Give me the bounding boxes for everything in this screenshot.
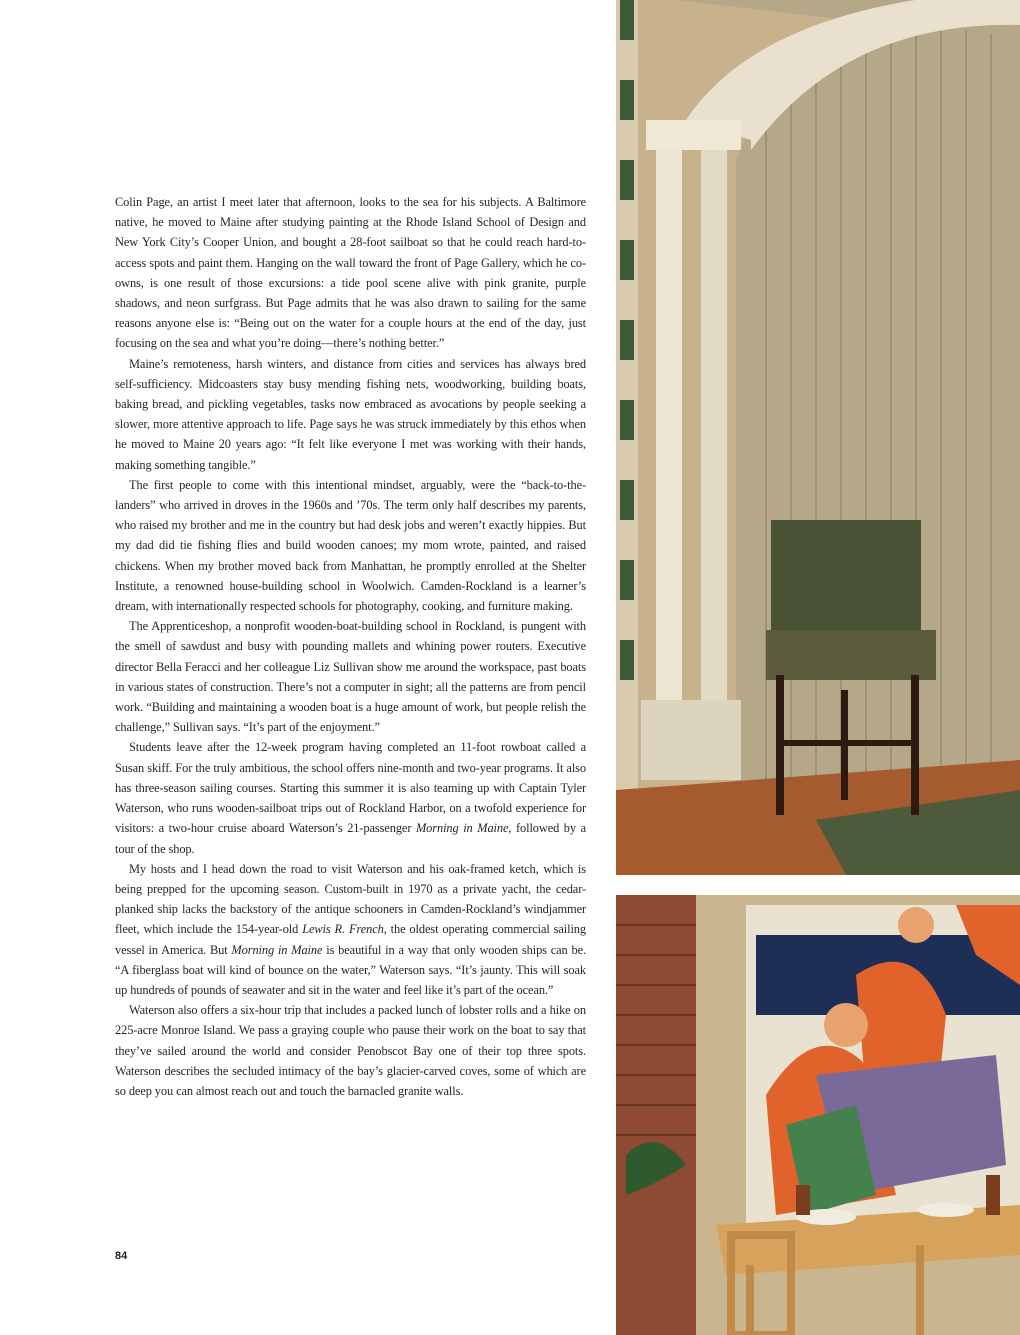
paragraph-text: The Apprenticeshop, a nonprofit wooden-boat-building school in Rockland, is pungent with the smell of sawdust and busy with pounding mallets and whining power routers. Executive director Bella Feracci and her colleague Liz Sullivan show me around the workspace, past boats in various states of construction. There’s not a computer in sight; all the patterns are from pencil work. “Building and maintaining a wooden boat is a huge amount of work, but people relish the challenge,” Sullivan says. “It’s part of the enjoyment.” — [115, 619, 586, 735]
article-paragraph — [115, 1000, 586, 1101]
article-paragraph — [115, 737, 586, 858]
paragraph-text: Students leave after the 12-week program having completed an 11-foot rowboat called a Susan skiff. For the truly ambitious, the school offers nine-month and two-year programs. It also has three-season sailing courses. Starting this summer it is also teaming up with Captain Tyler Waterson, who runs wooden-sailboat trips out of Rockland Harbor, on a twofold experience for visitors: a two-hour cruise aboard Waterson’s 21-passenger — [115, 740, 586, 836]
article-paragraph — [115, 354, 586, 475]
page-number: 84 — [115, 1250, 128, 1262]
paragraph-text: Maine’s remoteness, harsh winters, and distance from cities and services has always bred self-sufficiency. Midcoasters stay busy mending fishing nets, woodworking, building boats, baking bread, and pickling vegetables, tasks now embraced as avocations by people seeking a slower, more attentive approach to life. Page says he was struck immediately by this ethos when he moved to Maine 20 years ago: “It felt like everyone I met was working with their hands, making something tangible.” — [115, 356, 586, 472]
paragraph-text: The first people to come with this intentional mindset, arguably, were the “back-to-the-landers” who arrived in droves in the 1960s and ’70s. The term only half describes my parents, who raised my brother and me in the country but had desk jobs and weren’t exactly hippies. But my dad did tie fishing flies and build wooden canoes; my mom wrote, painted, and raised chickens. When my brother moved back from Manhattan, he promptly enrolled at the Shelter Institute, a renowned house-building school in Woolwich. Camden-Rockland is a learner’s dream, with internationally respected schools for photography, cooking, and furniture making. — [115, 477, 586, 614]
italic-title-text: Lewis R. French, — [302, 922, 387, 937]
paragraph-text: is beautiful in a way that only wooden ships can be. “A fiberglass boat will kind of bounce on the water,” Waterson says. “It’s jaunty. This will soak up hundreds of pounds of seawater and sit in the water and feel like it’s part of the ocean.” — [115, 942, 586, 997]
italic-title-text: Morning in Maine, — [415, 821, 512, 836]
interior-curtain-chair-photo — [616, 0, 1020, 875]
paragraph-text: followed by a tour of the shop. — [115, 821, 586, 856]
paragraph-text: the oldest operating commercial sailing vessel in America. But — [115, 922, 586, 957]
article-paragraph — [115, 475, 586, 616]
paragraph-text: My hosts and I head down the road to visit Waterson and his oak-framed ketch, which is being prepped for the upcoming season. Custom-built in 1970 as a private yacht, the cedar-planked ship lacks the backstory of the antique schooners in Camden-Rockland’s windjammer fleet, which include the 154-year-old — [115, 861, 586, 937]
italic-title-text: Morning in Maine — [231, 942, 323, 957]
article-body — [115, 192, 586, 1101]
article-paragraph — [115, 859, 586, 1000]
article-paragraph — [115, 192, 586, 354]
restaurant-mural-photo — [616, 895, 1020, 1335]
paragraph-text: Waterson also offers a six-hour trip that includes a packed lunch of lobster rolls and a hike on 225-acre Monroe Island. We pass a graying couple who pause their work on the boat to say that they’ve sailed around the world and consider Penobscot Bay one of their top three spots. Waterson describes the secluded intimacy of the bay’s glacier-carved coves, some of which are so deep you can almost reach out and touch the barnacled granite walls. — [115, 1003, 586, 1098]
paragraph-text: Colin Page, an artist I meet later that afternoon, looks to the sea for his subjects. A Baltimore native, he moved to Maine after studying painting at the Rhode Island School of Design and New York City’s Cooper Union, and bought a 28-foot sailboat so that he could reach hard-to-access spots and paint them. Hanging on the wall toward the front of Page Gallery, which he co-owns, is one result of those excursions: a tide pool scene alive with pink granite, purple shadows, and neon surfgrass. But Page admits that he was also drawn to sailing for the same reasons anyone else is: “Being out on the water for a couple hours at the end of the day, just focusing on the sea and what you’re doing—there’s nothing better.” — [115, 195, 586, 351]
article-paragraph — [115, 616, 586, 737]
